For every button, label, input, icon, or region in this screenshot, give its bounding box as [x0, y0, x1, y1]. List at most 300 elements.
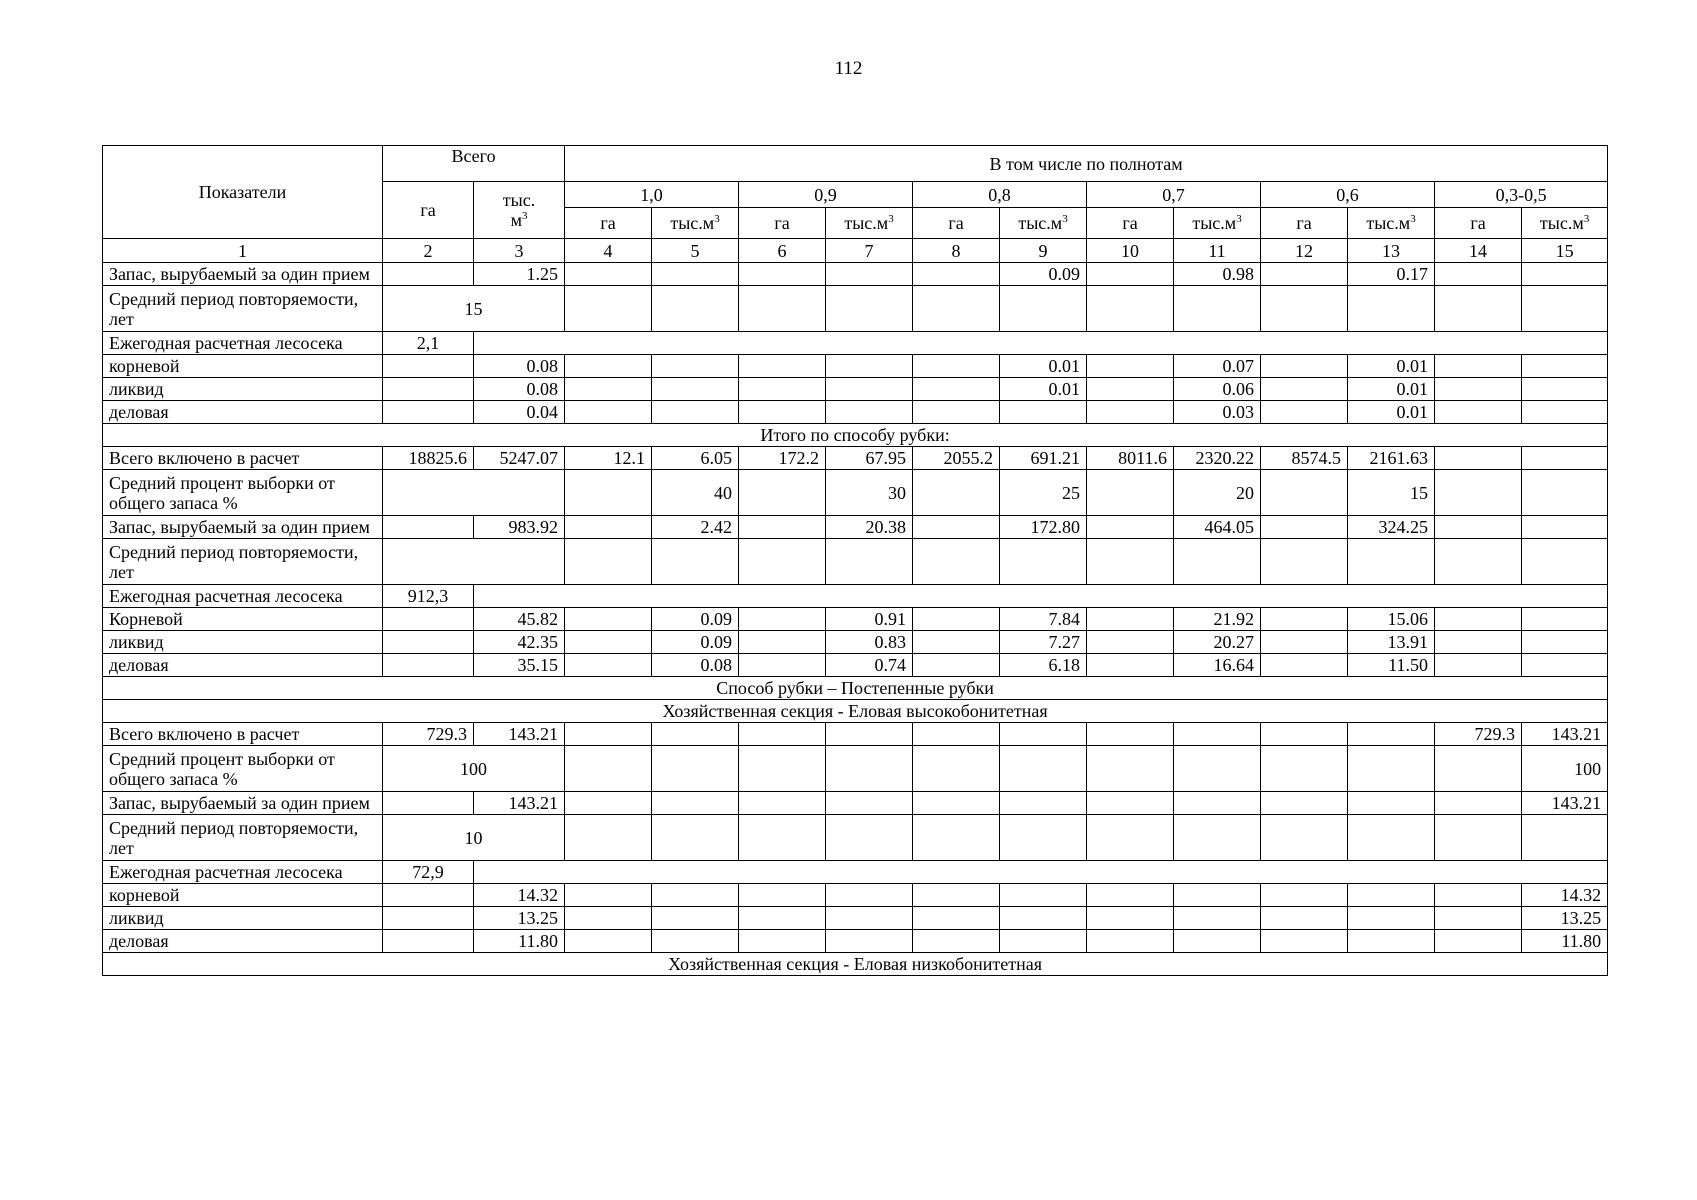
table-cell — [1435, 907, 1522, 930]
unit-ha-header: га — [565, 208, 652, 239]
table-cell — [565, 608, 652, 631]
table-cell: 143.21 — [1522, 723, 1608, 746]
table-cell — [739, 286, 826, 332]
table-cell — [1087, 263, 1174, 286]
table-cell — [565, 355, 652, 378]
table-cell: 6.18 — [1000, 654, 1087, 677]
table-cell — [1261, 355, 1348, 378]
table-cell — [739, 884, 826, 907]
table-cell: 0.08 — [474, 355, 565, 378]
table-cell — [652, 378, 739, 401]
table-cell — [739, 608, 826, 631]
table-cell — [1522, 401, 1608, 424]
row-label: Всего включено в расчет — [103, 723, 383, 746]
table-cell — [652, 263, 739, 286]
table-cell: 25 — [1000, 470, 1087, 516]
table-cell: 12.1 — [565, 447, 652, 470]
table-cell — [565, 815, 652, 861]
table-cell: 13.25 — [1522, 907, 1608, 930]
indicators-header: Показатели — [103, 146, 383, 239]
table-cell — [1174, 792, 1261, 815]
table-cell: 0.08 — [474, 378, 565, 401]
table-cell — [1261, 654, 1348, 677]
table-row — [103, 608, 1608, 631]
table-cell — [1522, 447, 1608, 470]
m-text: м — [510, 210, 522, 230]
table-cell — [739, 930, 826, 953]
unit-ha-header: га — [1435, 208, 1522, 239]
table-cell — [1522, 263, 1608, 286]
unit-ha-header: га — [913, 208, 1000, 239]
density-header: 0,8 — [913, 182, 1087, 208]
table-row — [103, 792, 1608, 815]
density-header: 0,7 — [1087, 182, 1261, 208]
section-title: Способ рубки – Постепенные рубки — [103, 677, 1608, 700]
table-cell: 18825.6 — [383, 447, 474, 470]
table-cell — [1261, 401, 1348, 424]
row-label: ликвид — [103, 631, 383, 654]
table-cell: 8574.5 — [1261, 447, 1348, 470]
table-cell — [826, 907, 913, 930]
table-cell: 7.84 — [1000, 608, 1087, 631]
table-cell: 0.01 — [1348, 401, 1435, 424]
table-cell — [1261, 286, 1348, 332]
table-cell — [1522, 608, 1608, 631]
column-number: 8 — [913, 239, 1000, 263]
table-cell — [1261, 815, 1348, 861]
table-cell — [383, 631, 474, 654]
table-cell — [1435, 401, 1522, 424]
row-label: Средний процент выборки от общего запаса % — [103, 746, 383, 792]
table-cell — [383, 792, 474, 815]
table-cell: 20.38 — [826, 516, 913, 539]
table-cell — [1522, 378, 1608, 401]
table-cell — [565, 746, 652, 792]
table-row — [103, 401, 1608, 424]
table-row — [103, 263, 1608, 286]
table-cell: 0.91 — [826, 608, 913, 631]
table-cell — [565, 263, 652, 286]
table-cell — [652, 792, 739, 815]
table-cell — [1087, 401, 1174, 424]
table-cell — [1522, 631, 1608, 654]
table-cell: 2055.2 — [913, 447, 1000, 470]
table-row — [103, 861, 1608, 884]
table-cell — [1000, 792, 1087, 815]
column-number: 4 — [565, 239, 652, 263]
row-label: Средний процент выборки от общего запаса % — [103, 470, 383, 516]
table-cell — [383, 884, 474, 907]
table-cell — [1261, 516, 1348, 539]
table-cell — [1000, 907, 1087, 930]
section-title: Итого по способу рубки: — [103, 424, 1608, 447]
cube-sup: 3 — [1236, 213, 1242, 225]
total-ha-cell: 912,3 — [383, 585, 474, 608]
table-cell — [383, 378, 474, 401]
table-cell — [652, 907, 739, 930]
cube-sup: 3 — [714, 213, 720, 225]
table-cell — [913, 631, 1000, 654]
table-row — [103, 355, 1608, 378]
table-row — [103, 470, 1608, 516]
column-number: 9 — [1000, 239, 1087, 263]
table-cell — [826, 378, 913, 401]
table-cell — [913, 539, 1000, 585]
density-header: 0,6 — [1261, 182, 1435, 208]
table-cell — [565, 286, 652, 332]
table-cell — [913, 608, 1000, 631]
table-cell — [739, 746, 826, 792]
table-cell — [652, 401, 739, 424]
density-header: 1,0 — [565, 182, 739, 208]
unit-ha-header: га — [739, 208, 826, 239]
table-cell — [1087, 470, 1174, 516]
table-cell — [1087, 930, 1174, 953]
table-cell: 15.06 — [1348, 608, 1435, 631]
column-number: 15 — [1522, 239, 1608, 263]
section-row — [103, 424, 1608, 447]
unit-volume-header — [1348, 208, 1435, 239]
table-cell — [739, 631, 826, 654]
table-cell — [1087, 884, 1174, 907]
total-ha-cell: 72,9 — [383, 861, 474, 884]
table-cell — [1348, 907, 1435, 930]
column-number: 10 — [1087, 239, 1174, 263]
table-cell — [1000, 884, 1087, 907]
section-row — [103, 677, 1608, 700]
table-cell: 2.42 — [652, 516, 739, 539]
table-cell: 324.25 — [1348, 516, 1435, 539]
table-cell — [739, 654, 826, 677]
row-label: деловая — [103, 401, 383, 424]
table-cell: 42.35 — [474, 631, 565, 654]
table-cell — [739, 516, 826, 539]
table-cell — [565, 470, 652, 516]
column-number: 12 — [1261, 239, 1348, 263]
row-label: Средний период повторяемости, лет — [103, 815, 383, 861]
table-cell: 729.3 — [383, 723, 474, 746]
table-cell — [1000, 539, 1087, 585]
table-cell: 0.83 — [826, 631, 913, 654]
table-cell: 0.04 — [474, 401, 565, 424]
table-cell: 7.27 — [1000, 631, 1087, 654]
table-row — [103, 585, 1608, 608]
table-cell — [1348, 539, 1435, 585]
table-cell — [739, 355, 826, 378]
table-cell — [826, 286, 913, 332]
table-cell — [1000, 286, 1087, 332]
table-cell — [565, 907, 652, 930]
row-label: Ежегодная расчетная лесосека — [103, 861, 383, 884]
table-cell — [1348, 930, 1435, 953]
table-cell — [652, 815, 739, 861]
table-cell — [913, 815, 1000, 861]
table-cell — [1522, 355, 1608, 378]
table-cell: 11.80 — [1522, 930, 1608, 953]
table-cell: 35.15 — [474, 654, 565, 677]
table-cell: 0.07 — [1174, 355, 1261, 378]
table-cell: 729.3 — [1435, 723, 1522, 746]
row-label: корневой — [103, 884, 383, 907]
table-cell — [913, 470, 1000, 516]
table-cell — [652, 539, 739, 585]
table-cell — [383, 608, 474, 631]
column-number: 7 — [826, 239, 913, 263]
table-cell: 45.82 — [474, 608, 565, 631]
total-merged-cell: 100 — [383, 746, 565, 792]
table-cell — [913, 930, 1000, 953]
table-cell: 6.05 — [652, 447, 739, 470]
total-volume-header — [474, 182, 565, 239]
table-cell — [565, 539, 652, 585]
table-cell — [1435, 930, 1522, 953]
table-cell — [652, 930, 739, 953]
table-cell — [383, 907, 474, 930]
row-label: ликвид — [103, 907, 383, 930]
row-label: Ежегодная расчетная лесосека — [103, 332, 383, 355]
cube-sup: 3 — [1583, 213, 1590, 225]
table-cell — [826, 815, 913, 861]
table-cell — [1174, 286, 1261, 332]
table-cell — [826, 930, 913, 953]
table-cell — [913, 884, 1000, 907]
ths-m-text: тыс.м — [670, 213, 715, 233]
including-header: В том числе по полнотам — [565, 146, 1608, 182]
table-cell: 100 — [1522, 746, 1608, 792]
table-cell — [913, 792, 1000, 815]
table-cell — [383, 930, 474, 953]
row-label: Средний период повторяемости, лет — [103, 286, 383, 332]
table-cell — [1435, 815, 1522, 861]
column-number: 5 — [652, 239, 739, 263]
row-label: деловая — [103, 930, 383, 953]
table-cell — [1261, 608, 1348, 631]
table-cell — [739, 723, 826, 746]
ths-m-text: тыс.м — [844, 213, 889, 233]
table-cell: 0.01 — [1000, 378, 1087, 401]
column-number: 3 — [474, 239, 565, 263]
table-cell — [565, 378, 652, 401]
table-cell — [1348, 815, 1435, 861]
table-cell — [1522, 815, 1608, 861]
table-cell — [1435, 654, 1522, 677]
table-cell — [565, 930, 652, 953]
table-cell — [1435, 746, 1522, 792]
unit-volume-header — [652, 208, 739, 239]
table-cell — [739, 378, 826, 401]
ths-text: тыс. — [502, 190, 536, 210]
total-ha-cell: 2,1 — [383, 332, 474, 355]
unit-volume-header — [1522, 208, 1608, 239]
empty-span-cell — [474, 332, 1608, 355]
table-cell — [913, 286, 1000, 332]
unit-volume-header — [826, 208, 913, 239]
table-row — [103, 884, 1608, 907]
table-cell — [1087, 608, 1174, 631]
table-row — [103, 286, 1608, 332]
table-cell — [913, 401, 1000, 424]
table-cell: 172.80 — [1000, 516, 1087, 539]
row-label: Корневой — [103, 608, 383, 631]
empty-span-cell — [474, 861, 1608, 884]
table-cell: 143.21 — [474, 723, 565, 746]
table-cell: 11.50 — [1348, 654, 1435, 677]
page-number: 112 — [834, 58, 863, 79]
table-cell — [1522, 654, 1608, 677]
table-cell: 1.25 — [474, 263, 565, 286]
ths-m-text: тыс.м — [1539, 213, 1584, 233]
table-cell: 143.21 — [474, 792, 565, 815]
table-cell — [826, 792, 913, 815]
table-cell — [1435, 631, 1522, 654]
table-row — [103, 447, 1608, 470]
header-row-numbers — [103, 239, 1608, 263]
table-cell: 0.09 — [652, 631, 739, 654]
table-cell — [1087, 286, 1174, 332]
table-cell — [652, 746, 739, 792]
table-cell — [1435, 286, 1522, 332]
table-cell — [1087, 539, 1174, 585]
table-row — [103, 516, 1608, 539]
table-cell — [1087, 907, 1174, 930]
unit-volume-header — [1000, 208, 1087, 239]
forest-cutting-table — [102, 145, 1608, 976]
table-cell — [652, 723, 739, 746]
row-label: деловая — [103, 654, 383, 677]
total-merged-cell: 10 — [383, 815, 565, 861]
table-cell: 464.05 — [1174, 516, 1261, 539]
table-cell — [1348, 723, 1435, 746]
table-cell: 2320.22 — [1174, 447, 1261, 470]
table-cell — [652, 355, 739, 378]
table-cell — [1348, 792, 1435, 815]
ths-m-text: тыс.м — [1366, 213, 1411, 233]
table-cell — [826, 884, 913, 907]
row-label: Запас, вырубаемый за один прием — [103, 792, 383, 815]
table-row — [103, 378, 1608, 401]
table-cell: 0.03 — [1174, 401, 1261, 424]
table-cell — [1000, 401, 1087, 424]
table-cell: 172.2 — [739, 447, 826, 470]
table-cell — [1000, 930, 1087, 953]
table-cell — [913, 907, 1000, 930]
table-cell: 14.32 — [1522, 884, 1608, 907]
table-cell — [1435, 263, 1522, 286]
table-cell — [1000, 746, 1087, 792]
table-cell — [383, 401, 474, 424]
table-cell — [913, 516, 1000, 539]
table-cell — [1261, 792, 1348, 815]
table-cell — [1261, 746, 1348, 792]
table-cell — [565, 631, 652, 654]
table-cell — [739, 815, 826, 861]
row-label: Всего включено в расчет — [103, 447, 383, 470]
table-cell: 13.91 — [1348, 631, 1435, 654]
table-cell: 983.92 — [474, 516, 565, 539]
table-cell — [1348, 286, 1435, 332]
unit-ha-header: га — [1261, 208, 1348, 239]
table-row — [103, 746, 1608, 792]
table-cell — [1174, 539, 1261, 585]
column-number: 1 — [103, 239, 383, 263]
total-merged-cell — [383, 470, 565, 516]
table-cell — [1174, 746, 1261, 792]
table-cell — [1435, 516, 1522, 539]
table-cell — [565, 516, 652, 539]
table-cell — [1087, 631, 1174, 654]
table-cell: 0.09 — [652, 608, 739, 631]
table-cell: 691.21 — [1000, 447, 1087, 470]
table-cell — [913, 723, 1000, 746]
table-row — [103, 654, 1608, 677]
table-cell — [1435, 355, 1522, 378]
table-cell — [383, 355, 474, 378]
cube-sup: 3 — [888, 213, 894, 225]
table-cell — [1348, 884, 1435, 907]
table-cell: 8011.6 — [1087, 447, 1174, 470]
table-cell — [1261, 539, 1348, 585]
table-cell — [1261, 470, 1348, 516]
table-cell — [826, 355, 913, 378]
table-cell: 0.01 — [1348, 378, 1435, 401]
table-cell — [565, 654, 652, 677]
table-cell — [1435, 792, 1522, 815]
table-cell — [383, 263, 474, 286]
row-label: Ежегодная расчетная лесосека — [103, 585, 383, 608]
unit-ha-header: га — [1087, 208, 1174, 239]
table-cell: 13.25 — [474, 907, 565, 930]
total-ha-header: га — [383, 182, 474, 239]
table-cell: 0.08 — [652, 654, 739, 677]
table-row — [103, 907, 1608, 930]
table-cell — [1522, 286, 1608, 332]
table-cell: 40 — [652, 470, 739, 516]
table-row — [103, 930, 1608, 953]
table-cell — [913, 654, 1000, 677]
table-cell — [826, 746, 913, 792]
table-cell — [1261, 631, 1348, 654]
table-cell — [1261, 263, 1348, 286]
table-cell — [739, 792, 826, 815]
column-number: 14 — [1435, 239, 1522, 263]
table-cell: 11.80 — [474, 930, 565, 953]
table-cell — [383, 654, 474, 677]
table-cell — [1087, 654, 1174, 677]
table-cell — [1522, 539, 1608, 585]
total-merged-cell — [383, 539, 565, 585]
row-label: корневой — [103, 355, 383, 378]
table-cell: 21.92 — [1174, 608, 1261, 631]
table-cell: 0.06 — [1174, 378, 1261, 401]
table-cell — [1174, 723, 1261, 746]
density-header: 0,9 — [739, 182, 913, 208]
table-cell: 67.95 — [826, 447, 913, 470]
table-row — [103, 723, 1608, 746]
column-number: 2 — [383, 239, 474, 263]
table-cell — [826, 263, 913, 286]
table-cell — [1261, 378, 1348, 401]
table-cell — [913, 378, 1000, 401]
table-cell — [739, 263, 826, 286]
table-row — [103, 332, 1608, 355]
table-cell: 15 — [1348, 470, 1435, 516]
table-cell — [565, 401, 652, 424]
table-cell — [913, 746, 1000, 792]
table-cell — [1261, 723, 1348, 746]
row-label: Запас, вырубаемый за один прием — [103, 263, 383, 286]
table-cell — [1435, 884, 1522, 907]
unit-volume-header — [1174, 208, 1261, 239]
